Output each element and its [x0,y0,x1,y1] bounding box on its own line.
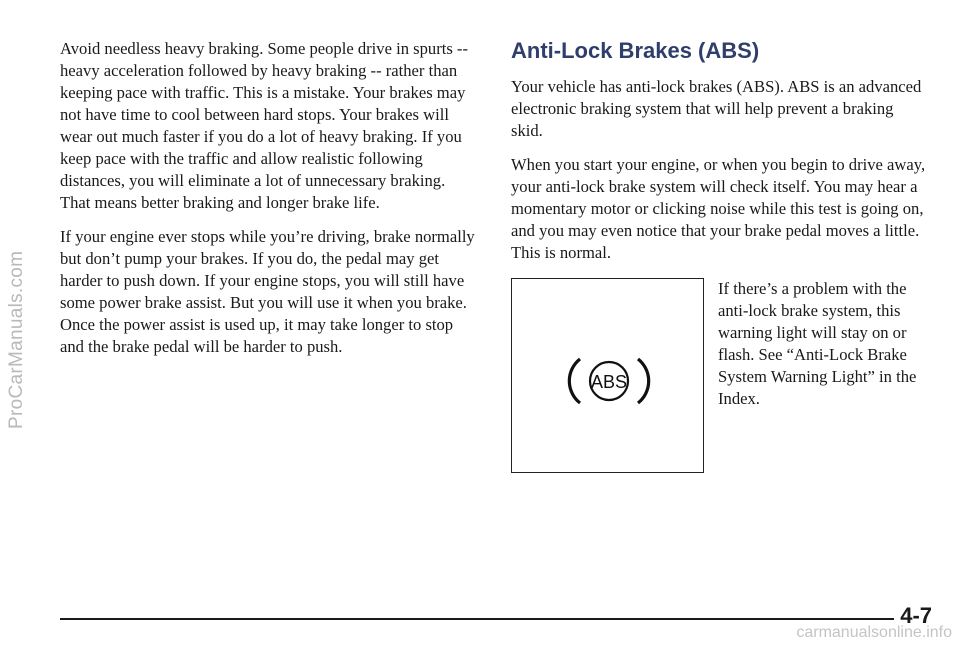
bottom-watermark: carmanualsonline.info [796,624,952,641]
abs-warning-light-icon [564,351,654,411]
paragraph-abs-selfcheck: When you start your engine, or when you begin to drive away, your anti-lock brake system will check itself. You may hear a momentary motor or clicking noise while this test is going on, and you may even notice that your brake pedal moves a little. This is normal. [511,155,926,262]
abs-warning-light-figure [511,278,704,473]
page-number: 4-7 [894,603,932,629]
side-watermark: ProCarManuals.com [6,250,27,430]
paragraph-abs-intro: Your vehicle has anti-lock brakes (ABS). ABS is an advanced electronic braking system that will help prevent a braking skid. [511,77,922,140]
abs-figure-row [511,278,929,483]
section-heading-abs: Anti-Lock Brakes (ABS) [511,38,760,63]
footer-rule [60,618,922,620]
abs-symbol-text: ABS [590,372,628,392]
abs-figure-caption: If there’s a problem with the anti-lock brake system, this warning light will stay on or flash. See “Anti-Lock Brake System Warning Light” in the Index. [718,279,917,408]
paragraph-engine-stops: If your engine ever stops while you’re driving, brake normally but don’t pump your brakes. If you do, the pedal may get harder to push down. If your engine stops, you will still have some power brake assist. But you will use it when you brake. Once the power assist is used up, it may take longer to stop and the brake pedal will be harder to push. [60,227,475,356]
paragraph-heavy-braking: Avoid needless heavy braking. Some people drive in spurts -- heavy acceleration followed by heavy braking -- rather than keeping pace with traffic. This is a mistake. Your brakes may not have time to cool between hard stops. Your brakes will wear out much faster if you do a lot of heavy braking. If you keep pace with the traffic and allow realistic following distances, you will eliminate a lot of unnecessary braking. That means better braking and longer brake life. [60,39,468,212]
right-column [511,38,929,483]
left-column [60,38,478,370]
